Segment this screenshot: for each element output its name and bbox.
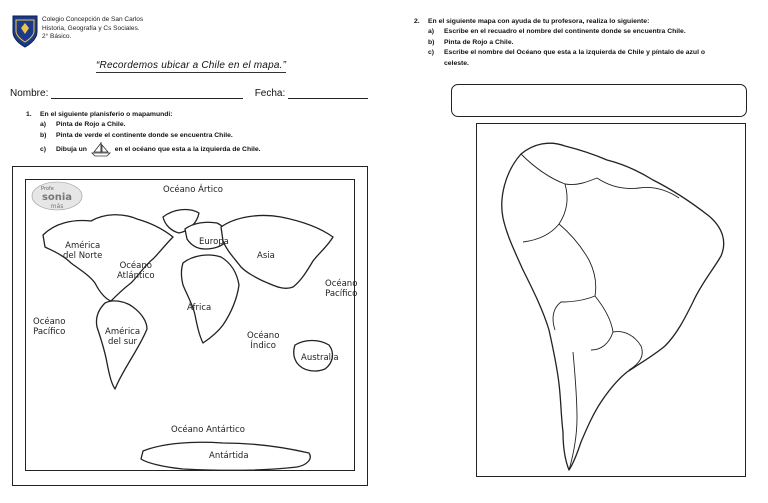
- antarctica-label: Antártida: [209, 451, 249, 461]
- instruction-text: Escribe el nombre del Océano que esta a la izquierda de Chile y píntalo de azul o: [444, 49, 705, 57]
- label-line: del sur: [108, 337, 138, 347]
- section1-instructions: [26, 110, 366, 157]
- south-america-label: [105, 327, 140, 347]
- south-america-map: [476, 123, 746, 477]
- instruction-text: Pinta de verde el continente donde se encuentra Chile.: [56, 131, 233, 139]
- africa-shape: [182, 255, 240, 343]
- instruction-text: celeste.: [444, 59, 469, 67]
- label-line: América: [105, 327, 141, 337]
- section1-intro: En el siguiente planisferio o mapamundi:: [40, 111, 173, 118]
- indian-ocean-label: [247, 331, 279, 351]
- section2-intro: En el siguiente mapa con ayuda de tu profesora, realiza lo siguiente:: [428, 18, 650, 25]
- africa-label: África: [187, 303, 212, 313]
- item-letter: b): [40, 131, 47, 139]
- label-line: Pacífico: [325, 289, 358, 299]
- instruction-text: Escribe en el recuadro el nombre del continente donde se encuentra Chile.: [444, 28, 686, 36]
- world-continents: [13, 167, 369, 487]
- instruction-text: en el océano que esta a la izquierda de Chile.: [114, 146, 261, 154]
- name-field[interactable]: [51, 88, 243, 99]
- world-map: [12, 166, 368, 486]
- antarctic-ocean-label: Océano Antártico: [171, 425, 245, 435]
- section1-number: 1.: [26, 111, 32, 118]
- continent-answer-box[interactable]: [451, 84, 747, 117]
- name-date-row: [10, 88, 368, 99]
- item-letter: a): [428, 28, 435, 36]
- australia-label: Australia: [301, 353, 339, 363]
- asia-label: Asia: [257, 251, 275, 261]
- subject-name: Historia, Geografía y Cs Sociales.: [42, 24, 140, 32]
- date-label: Fecha:: [254, 88, 286, 99]
- logo-text-main: sonia: [41, 192, 73, 203]
- label-line: Océano: [33, 317, 66, 327]
- pacific-ocean-left-label: [33, 317, 65, 337]
- section2-instructions: [414, 17, 760, 69]
- school-name: Colegio Concepción de San Carlos: [42, 16, 144, 23]
- label-line: Océano: [119, 261, 152, 271]
- continent-outline: [502, 143, 724, 470]
- school-info: [42, 16, 143, 42]
- section2-number: 2.: [414, 18, 420, 25]
- north-america-label: [63, 241, 102, 261]
- instruction-text: Pinta de Rojo a Chile.: [444, 38, 514, 46]
- item-letter: a): [40, 121, 47, 129]
- pacific-ocean-right-label: [325, 279, 357, 299]
- label-line: América: [65, 241, 101, 251]
- label-line: Atlántico: [117, 271, 155, 281]
- label-line: Océano: [247, 331, 280, 341]
- instruction-text: Dibuja un: [56, 146, 87, 154]
- sailboat-icon: [90, 141, 112, 157]
- school-crest-icon: [12, 14, 38, 48]
- item-letter: c): [40, 146, 47, 154]
- logo-text-bottom: más: [50, 203, 64, 210]
- south-america-outline: [477, 124, 745, 476]
- arctic-ocean-label: Océano Ártico: [163, 185, 223, 195]
- date-field[interactable]: [288, 88, 368, 99]
- name-label: Nombre:: [10, 88, 49, 99]
- label-line: Océano: [325, 279, 358, 289]
- europe-label: Europa: [199, 237, 229, 247]
- grade-level: 2° Básico.: [42, 33, 72, 41]
- logo-text-top: Profe: [41, 186, 54, 192]
- label-line: Pacífico: [33, 327, 66, 337]
- label-line: Índico: [250, 341, 276, 351]
- item-letter: b): [428, 38, 435, 46]
- item-letter: c): [428, 49, 435, 57]
- label-line: del Norte: [63, 251, 103, 261]
- atlantic-ocean-label: [117, 261, 155, 281]
- worksheet-title: “Recordemos ubicar a Chile en el mapa.”: [96, 60, 287, 71]
- instruction-text: Pinta de Rojo a Chile.: [56, 121, 126, 129]
